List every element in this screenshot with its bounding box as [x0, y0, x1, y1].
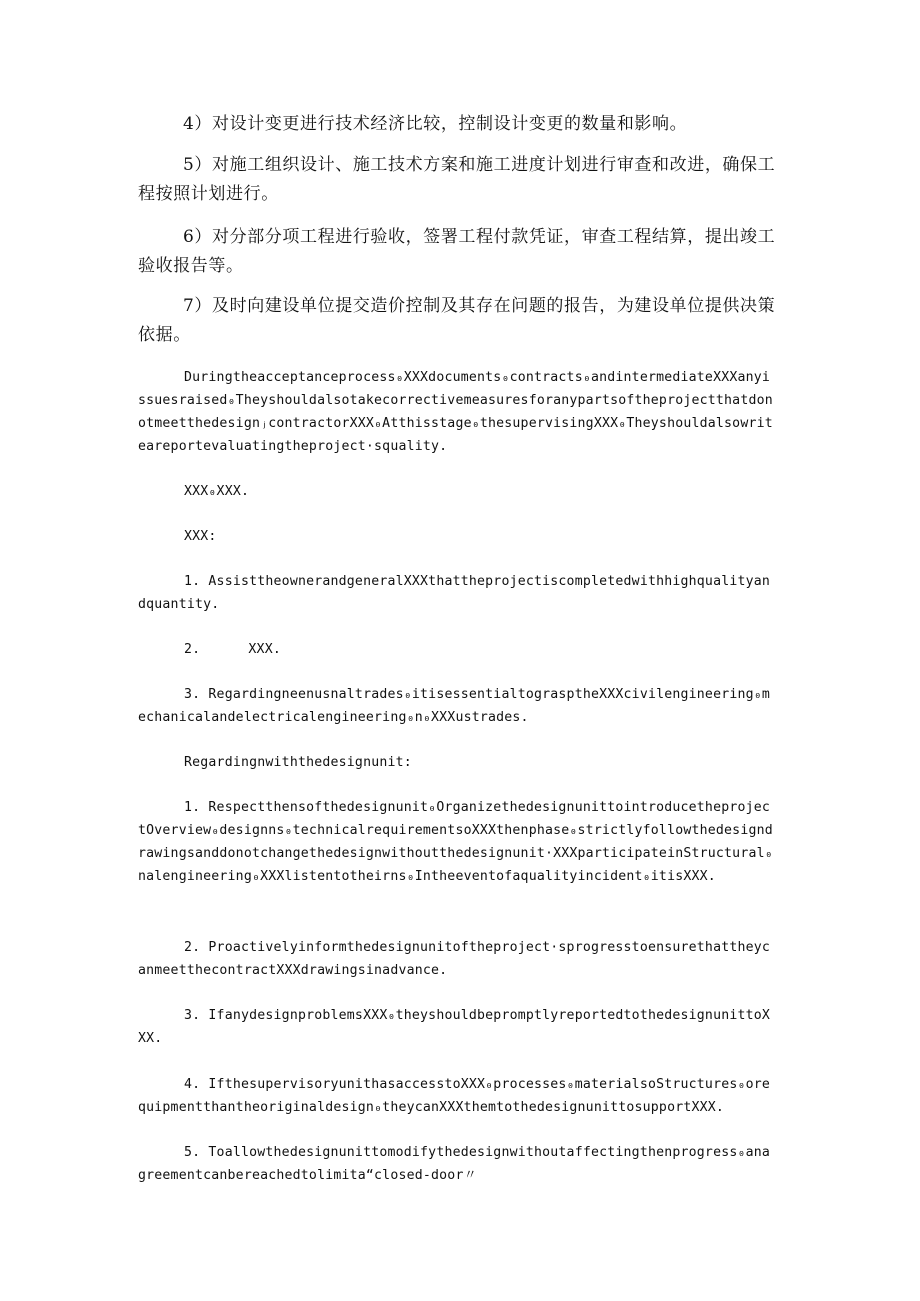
english-design-unit-item-2: 2. Proactivelyinformthedesignunitoftheproject·sprogresstoensurethattheycanmeetthecontractXXXdrawingsinadvance. [138, 940, 771, 978]
english-design-unit-item-4: 4. IfthesupervisoryunithasaccesstoXXX₀processes₀materialsoStructures₀orequipmentthantheoriginaldesign₀theycanXXXthemtothedesignunittosupportXXX. [138, 1077, 771, 1115]
english-design-unit-item-5: 5. Toallowthedesignunittomodifythedesignwithoutaffectingthenprogress₀anagreementcanbereachedtolimita“closed-door〃 [138, 1145, 771, 1183]
paragraph-7: 7）及时向建设单位提交造价控制及其存在问题的报告，为建设单位提供决策依据。 [138, 296, 776, 345]
english-design-unit-item-3: 3. IfanydesignproblemsXXX₀theyshouldbepromptlyreportedtothedesignunittoXXX. [138, 1008, 771, 1046]
paragraph-4: 4）对设计变更进行技术经济比较，控制设计变更的数量和影响。 [183, 114, 688, 134]
english-design-unit-item-1: 1. Respectthensofthedesignunit₀OrganizethedesignunittointroducetheprojectOverview₀designns₀technicalrequirementsoXXXthenphase₀strictlyfollowthedesigndrawingsanddonotchangethedesignwithoutthedesignunit·XXXparticipateinStructural₀nalengineering₀XXXlistentotheirns₀Intheeventofaqualityincident₀itisXXX. [138, 800, 773, 884]
english-paragraph-acceptance-process: Duringtheacceptanceprocess₀XXXdocuments₀contracts₀andintermediateXXXanyissuesraised₀TheyshouldalsotakecorrectivemeasuresforanypartsoftheprojectthatdonotmeetthedesignⱼcontractorXXX₀Atthisstage₀thesupervisingXXX₀Theyshouldalsowriteareportevaluatingtheproject·squality. [138, 370, 773, 454]
english-list-item-1: 1. AssisttheownerandgeneralXXXthattheprojectiscompletedwithhighqualityandquantity. [138, 574, 771, 612]
english-design-unit-heading: Regardingnwiththedesignunit: [184, 755, 412, 770]
english-subheading-xxx: XXX: [184, 529, 217, 544]
paragraph-6: 6）对分部分项工程进行验收，签署工程付款凭证，审查工程结算，提出竣工验收报告等。 [138, 227, 776, 276]
paragraph-5: 5）对施工组织设计、施工技术方案和施工进度计划进行审查和改进，确保工程按照计划进行。 [138, 155, 776, 204]
english-list-item-3: 3. Regardingneenusnaltrades₀itisessentialtograsptheXXXcivilengineering₀mechanicalandelectricalengineering₀n₀XXXustrades. [138, 687, 771, 725]
english-heading-xxx: XXX₀XXX. [184, 484, 250, 499]
english-list-item-2: 2. XXX. [184, 642, 281, 657]
